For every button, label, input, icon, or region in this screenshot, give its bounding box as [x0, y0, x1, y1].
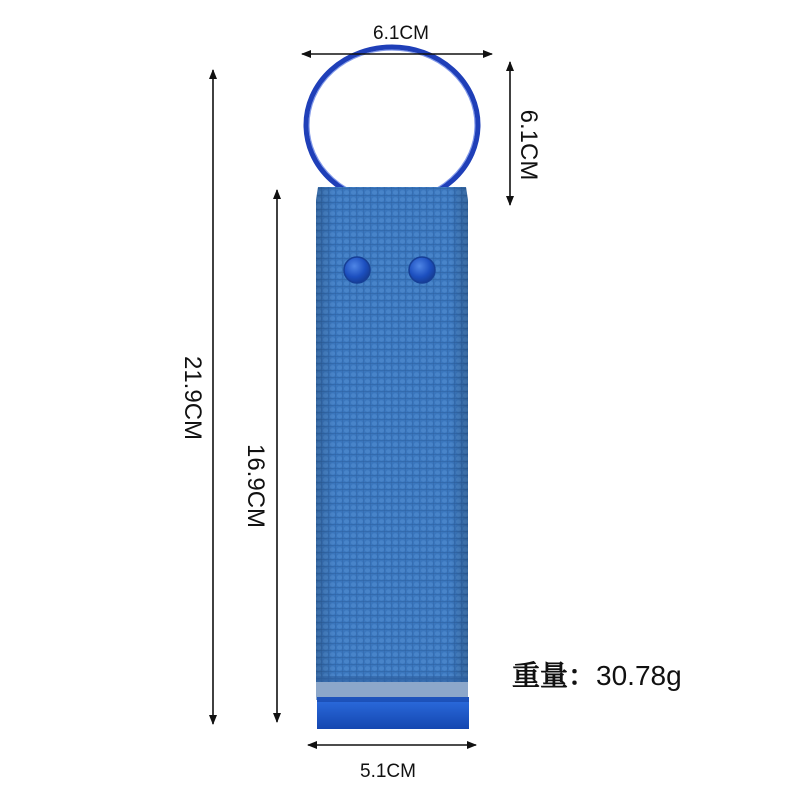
- snap-button-left: [344, 257, 370, 283]
- weight-label: 重量：: [512, 660, 597, 691]
- weight-info: [512, 662, 682, 690]
- weight-value: 30.78g: [596, 660, 682, 691]
- bottom-width-label: 5.1CM: [360, 761, 416, 782]
- ring-height-label: 6.1CM: [515, 109, 542, 181]
- total-height-label: 21.9CM: [179, 355, 206, 441]
- key-ring: [306, 47, 478, 203]
- top-width-label: 6.1CM: [373, 23, 429, 44]
- snap-button-right: [409, 257, 435, 283]
- strap-height-label: 16.9CM: [242, 443, 269, 529]
- fabric-strap: [316, 187, 468, 700]
